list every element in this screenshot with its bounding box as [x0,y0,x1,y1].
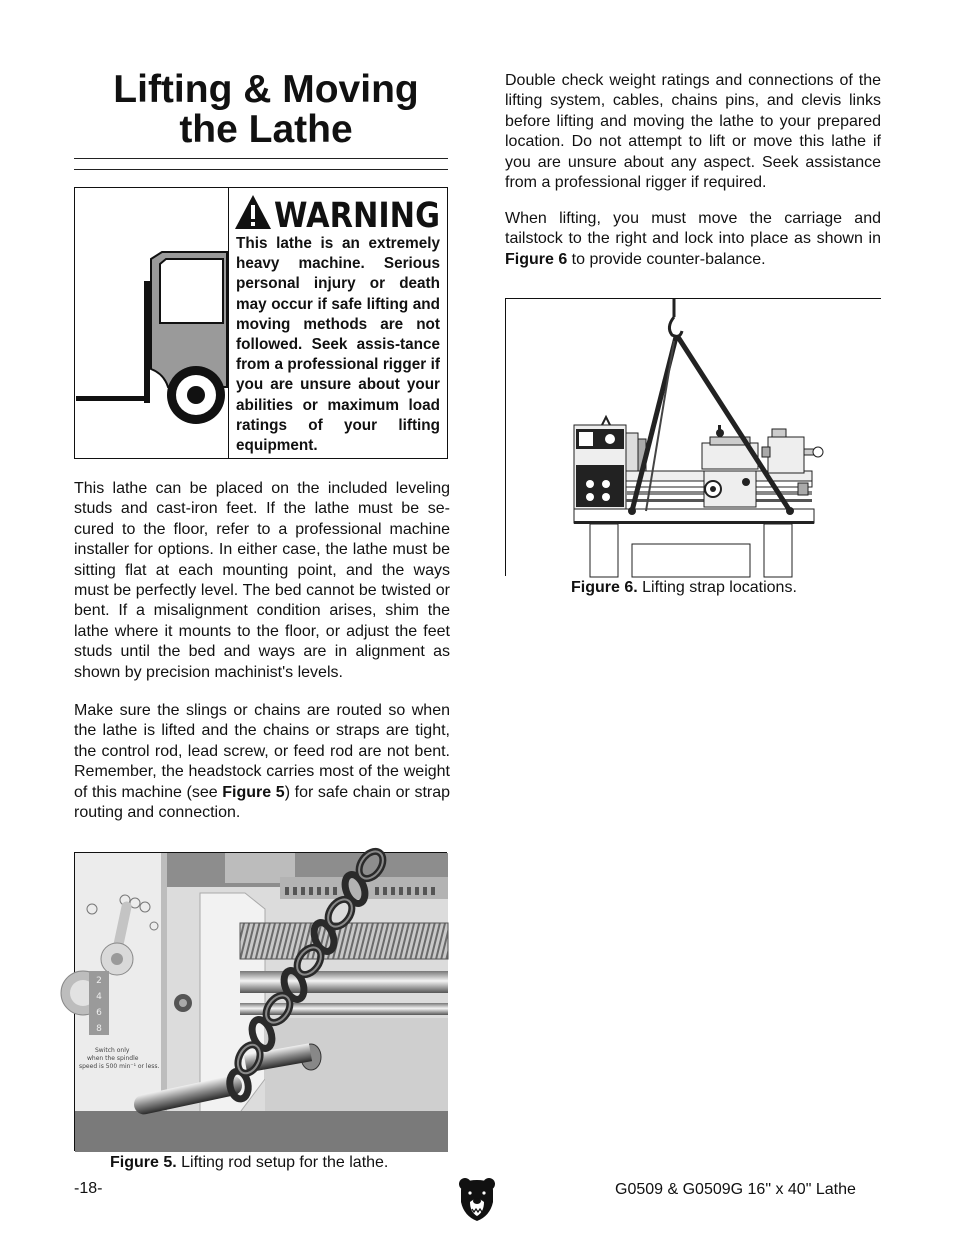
lifting-rod-chain-illustration [75,853,448,1152]
bear-logo-icon [458,1176,496,1222]
dial-number-8: 8 [96,1024,102,1034]
right-paragraph-2 [505,209,881,270]
warning-text: This lathe is an extremely heavy machine. Serious personal injury or death may occur if safe lifting and moving methods are not followed. Seek assis-tance from a professional rigger if you are unsure about your abilities or maximum load ratings of your lifting equipment. [236,235,440,455]
figure-6-label: Figure 6. [571,579,638,596]
right-paragraph-2-start: When lifting, you must move the carriage and tailstock to the right and lock into place as shown in [505,210,881,248]
warning-divider [228,187,229,459]
plate-text-2: when the spindle [87,1055,139,1062]
forklift-icon [76,189,227,457]
title-rule-top [74,158,448,159]
page-number: -18- [74,1180,103,1197]
title-rule-bottom [74,169,448,170]
left-paragraph-2-start: Make sure the slings or chains are routed so when the lathe is lifted and the chains or straps are tight, the control rod, lead screw, or feed rod are not bent. Remember, the headstock carries most of the weight of this machine (see [74,702,450,801]
title-line-2: the Lathe [179,108,353,151]
figure-6-caption [571,579,797,597]
figure-5-photo [74,852,447,1151]
figure-5-label: Figure 5. [110,1154,177,1171]
figure-5-caption-text: Lifting rod setup for the lathe. [176,1154,389,1171]
left-paragraph-1: This lathe can be placed on the included leveling studs and cast-iron feet. If the lathe must be se-cured to the floor, refer to a professional machine installer for options. In either case, the lathe must be sitting flat at each mounting point, and the ways must be perfectly level. The bed cannot be twisted or bent. If a misalignment condition arises, shim the lathe where it mounts to the floor, or adjust the feet studs until the bed and ways are in alignment as shown by precision machinist's levels. [74,480,450,681]
figure-5-caption [110,1154,388,1172]
figure-6-caption-text: Lifting strap locations. [637,579,797,596]
right-paragraph-2-end: to provide counter-balance. [567,250,766,268]
plate-text-1: Switch only [95,1047,130,1054]
warning-label: WARNING [274,196,440,236]
figure-5-reference: Figure 5 [222,783,285,801]
plate-text-3: speed is 500 min⁻¹ or less. [79,1063,160,1070]
warning-header [233,192,443,236]
footer-model: G0509 & G0509G 16" x 40" Lathe [615,1181,856,1198]
title-line-1: Lifting & Moving [113,68,419,111]
figure-6-photo [505,298,881,576]
right-paragraph-1: Double check weight ratings and connections of the lifting system, cables, chains pins, and clevis links before lifting and moving the lathe to your prepared location. Do not attempt to lift or move this lathe if you are unsure about any aspect. Seek assistance from a professional rigger if required. [505,72,881,192]
dial-number-2: 2 [96,976,102,986]
dial-number-6: 6 [96,1008,102,1018]
left-paragraph-2-end: ) for safe chain or strap routing and connection. [74,783,451,822]
lathe-lifting-illustration [506,299,882,577]
page-title [74,70,458,150]
figure-6-reference: Figure 6 [505,250,568,268]
left-paragraph-2 [74,701,450,823]
dial-number-4: 4 [96,992,102,1002]
